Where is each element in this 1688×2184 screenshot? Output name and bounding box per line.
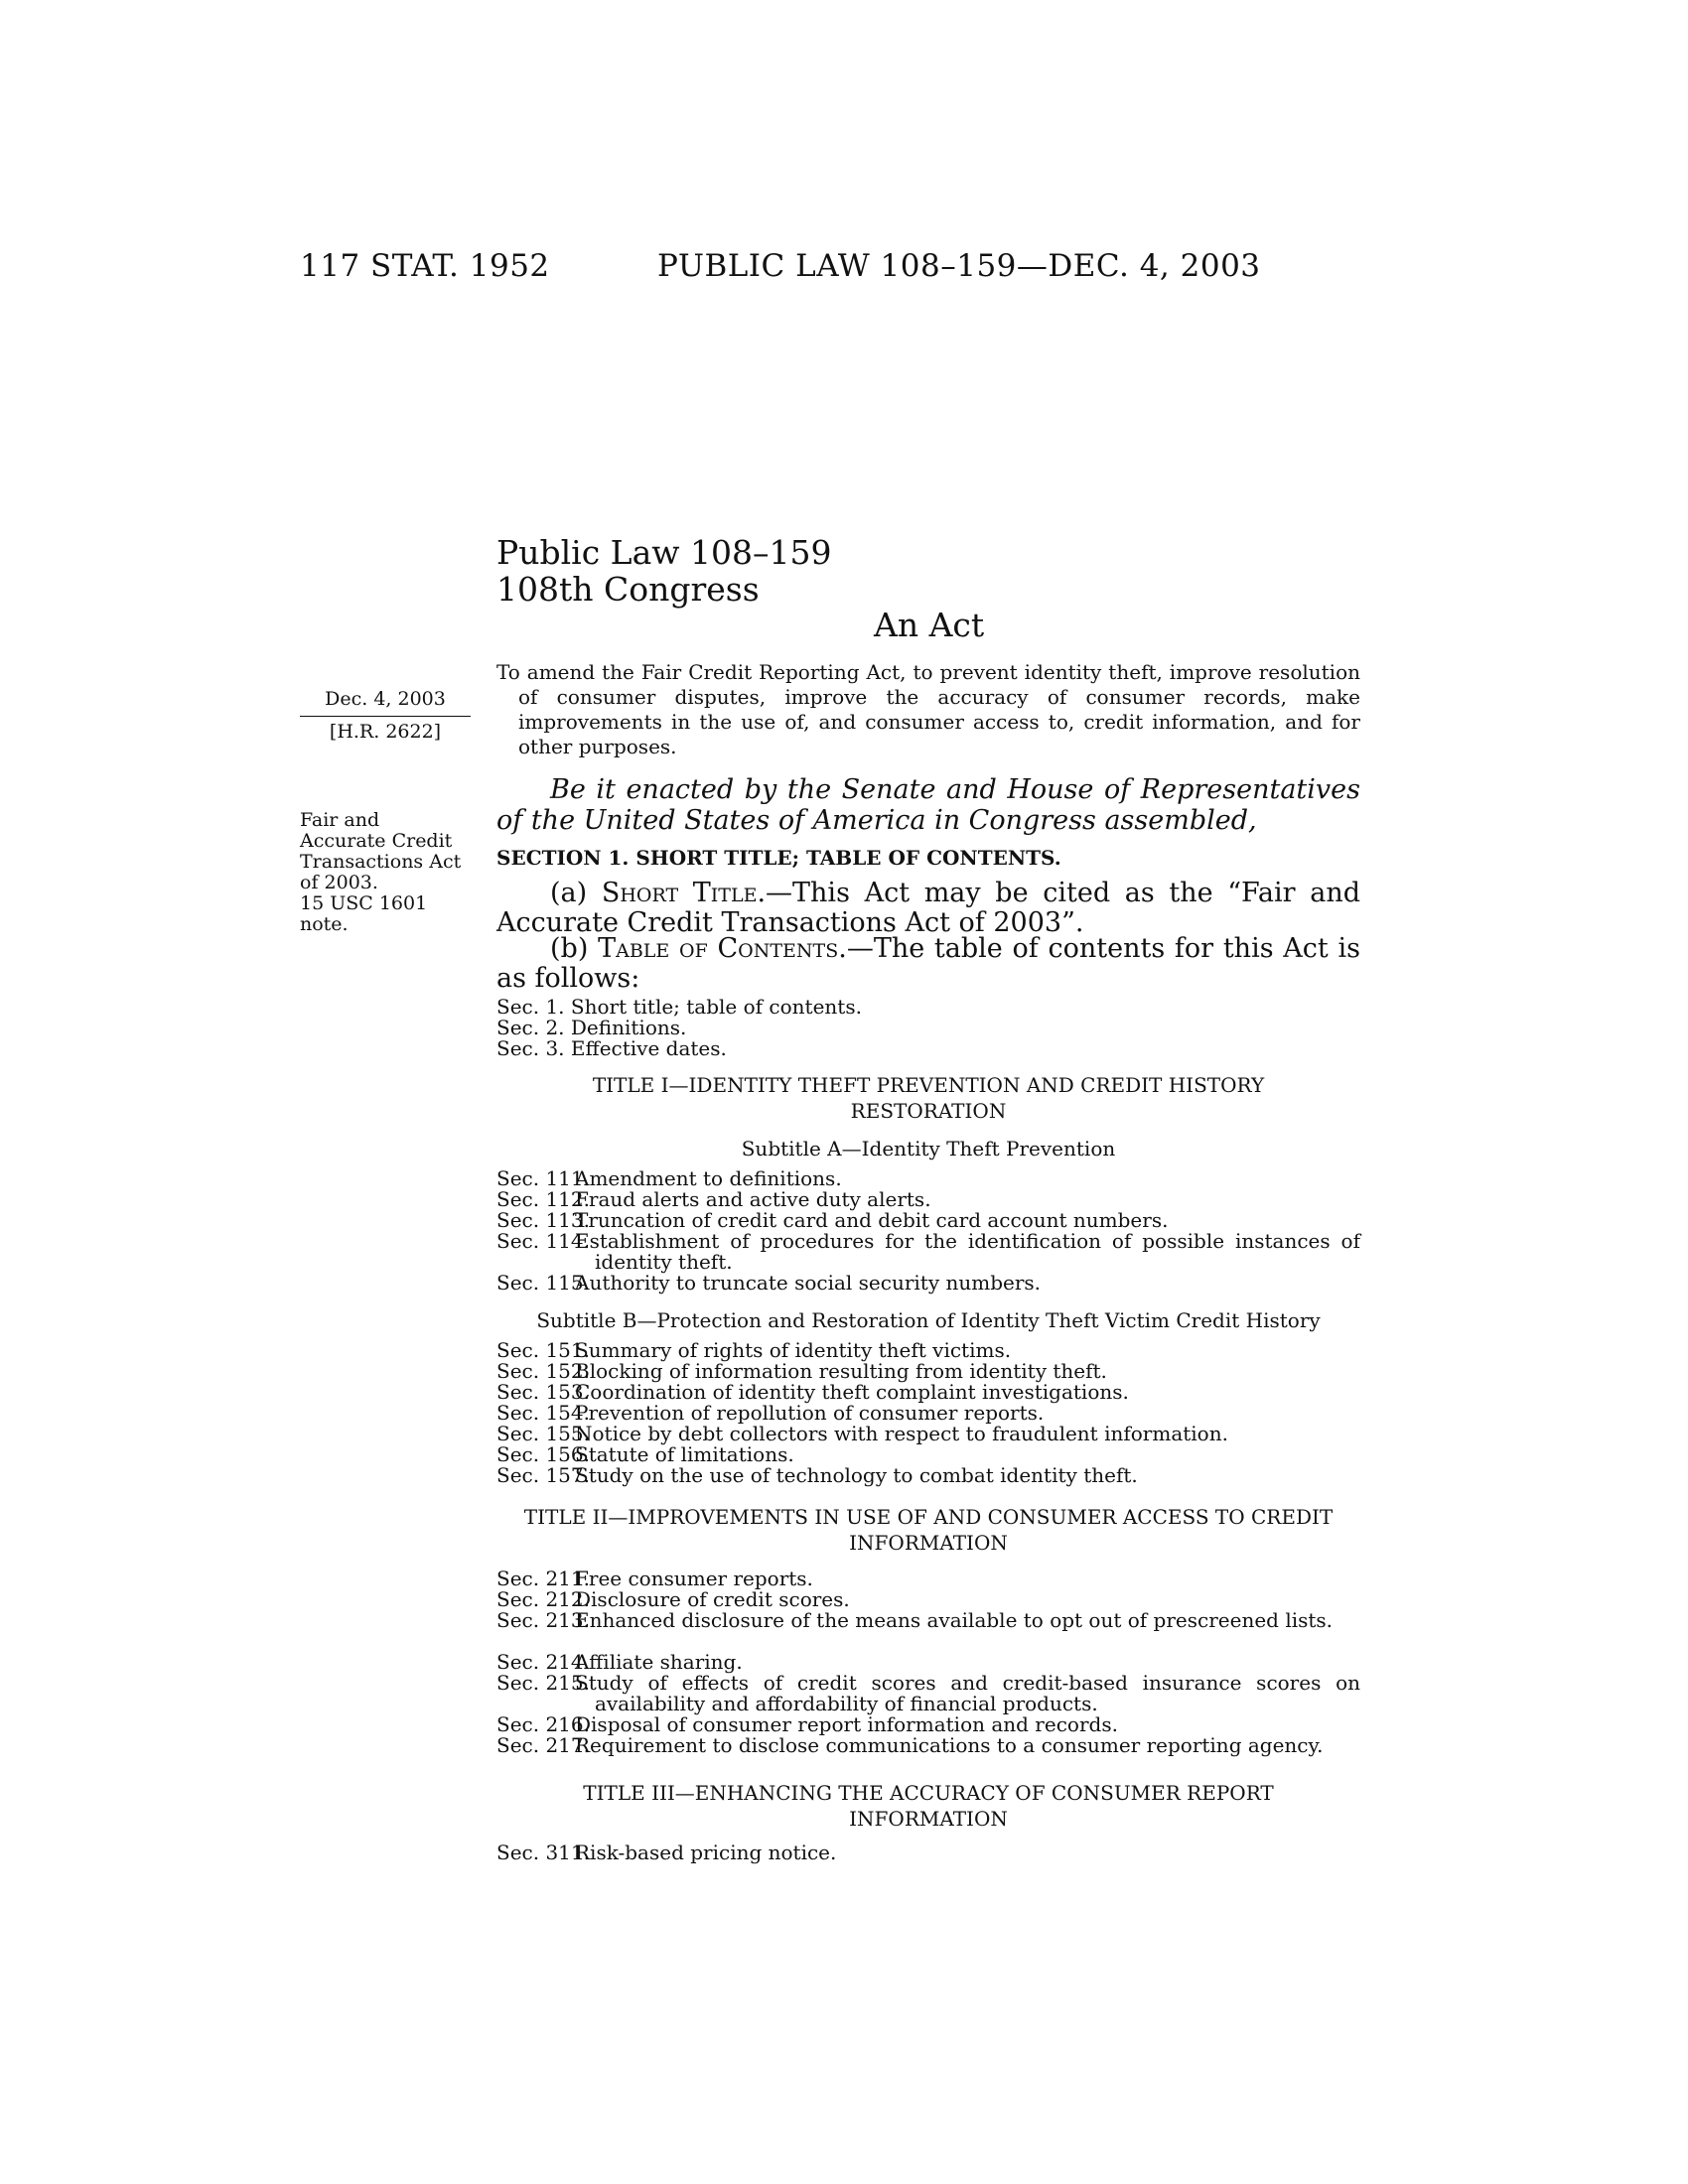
toc-entry xyxy=(496,1652,1360,1673)
toc-section-number: Sec. 153. xyxy=(496,1380,590,1404)
subsection-caption: Short Title xyxy=(601,878,758,908)
subsection-label: (b) xyxy=(550,933,599,964)
running-header: PUBLIC LAW 108–159—DEC. 4, 2003 xyxy=(657,248,1261,284)
toc-entry xyxy=(496,1168,1360,1189)
toc-title-line: TITLE III—ENHANCING THE ACCURACY OF CONSUMER REPORT xyxy=(583,1781,1274,1805)
toc-section-number: Sec. 215. xyxy=(496,1671,590,1695)
toc-title-heading xyxy=(496,1504,1360,1556)
page-stat-number: 117 STAT. 1952 xyxy=(300,248,550,284)
toc-entry xyxy=(496,1610,1360,1631)
toc-section-title: Blocking of information resulting from identity theft. xyxy=(575,1359,1107,1383)
margin-note-line: of 2003. xyxy=(300,872,378,893)
toc-entry xyxy=(496,1589,1360,1610)
public-law-title: Public Law 108–159 xyxy=(496,533,832,572)
margin-date: Dec. 4, 2003 xyxy=(300,689,471,717)
toc-title-line: RESTORATION xyxy=(850,1099,1007,1123)
toc-entry xyxy=(496,1231,1360,1273)
toc-section-title: Free consumer reports. xyxy=(575,1567,813,1590)
toc-section-title: Fraud alerts and active duty alerts. xyxy=(575,1187,931,1211)
subsection-caption: Table of Contents xyxy=(598,933,839,964)
toc-section-title: Risk-based pricing notice. xyxy=(575,1841,837,1864)
toc-section-number: Sec. 311. xyxy=(496,1841,590,1864)
toc-section-number: Sec. 157. xyxy=(496,1463,590,1487)
toc-entry: Sec. 1. Short title; table of contents. xyxy=(496,995,862,1019)
toc-section-number: Sec. 154. xyxy=(496,1401,590,1425)
subsection-a xyxy=(496,879,1360,938)
toc-title-heading xyxy=(496,1072,1360,1124)
toc-entry: Sec. 3. Effective dates. xyxy=(496,1036,727,1060)
margin-note-line: Accurate Credit xyxy=(300,830,453,852)
toc-title-line: INFORMATION xyxy=(849,1531,1008,1555)
act-purpose: To amend the Fair Credit Reporting Act, to prevent identity theft, improve resolution of consumer disputes, improve the accuracy of consumer records, make improvements in the use of, and consumer access to, credit information, and for other purposes. xyxy=(496,660,1360,758)
enacting-clause: Be it enacted by the Senate and House of Representatives of the United States of America in Congress assembled, xyxy=(496,774,1360,836)
toc-section-number: Sec. 152. xyxy=(496,1359,590,1383)
subsection-label: (a) xyxy=(550,878,602,908)
toc-entry: Sec. 2. Definitions. xyxy=(496,1016,687,1039)
toc-section-number: Sec. 217. xyxy=(496,1733,590,1757)
toc-section-number: Sec. 211. xyxy=(496,1567,590,1590)
toc-section-title: Authority to truncate social security numbers. xyxy=(575,1271,1042,1295)
toc-section-title: Enhanced disclosure of the means available to opt out of prescreened lists. xyxy=(575,1608,1334,1632)
toc-section-title: Coordination of identity theft complaint investigations. xyxy=(575,1380,1129,1404)
margin-bill-number: [H.R. 2622] xyxy=(329,721,442,743)
toc-entry xyxy=(496,1382,1360,1403)
toc-subtitle-heading: Subtitle B—Protection and Restoration of Identity Theft Victim Credit History xyxy=(536,1308,1321,1332)
toc-entry xyxy=(496,1673,1360,1714)
toc-section-number: Sec. 155. xyxy=(496,1422,590,1445)
toc-entry xyxy=(496,1189,1360,1210)
toc-section-title: Study on the use of technology to combat identity theft. xyxy=(575,1463,1138,1487)
toc-entry xyxy=(496,1361,1360,1382)
toc-entry xyxy=(496,1340,1360,1361)
subsection-text: .—This Act may be cited as the “Fair and Accurate Credit Transactions Act of 2003”. xyxy=(496,878,1360,938)
toc-section-number: Sec. 156. xyxy=(496,1442,590,1466)
congress-title: 108th Congress xyxy=(496,570,760,609)
toc-section-title: Disposal of consumer report information and records. xyxy=(575,1712,1118,1736)
toc-section-title: Study of effects of credit scores and credit-based insurance scores on availability and affordability of financial products. xyxy=(575,1671,1360,1715)
toc-title-heading xyxy=(496,1780,1360,1832)
toc-section-title: Statute of limitations. xyxy=(575,1442,794,1466)
margin-note-line: note. xyxy=(300,913,349,935)
an-act-heading: An Act xyxy=(874,606,985,644)
toc-section-number: Sec. 114. xyxy=(496,1229,590,1253)
toc-section-title: Disclosure of credit scores. xyxy=(575,1587,850,1611)
toc-entry xyxy=(496,1210,1360,1231)
toc-title-line: TITLE II—IMPROVEMENTS IN USE OF AND CONSUMER ACCESS TO CREDIT xyxy=(523,1505,1334,1529)
toc-entry xyxy=(496,1843,1360,1863)
toc-section-number: Sec. 212. xyxy=(496,1587,590,1611)
toc-section-number: Sec. 151. xyxy=(496,1338,590,1362)
margin-note xyxy=(300,810,461,935)
section-heading: SECTION 1. SHORT TITLE; TABLE OF CONTENTS. xyxy=(496,846,1061,870)
toc-title-line: TITLE I—IDENTITY THEFT PREVENTION AND CREDIT HISTORY xyxy=(592,1073,1265,1097)
toc-section-title: Amendment to definitions. xyxy=(575,1166,842,1190)
toc-section-title: Notice by debt collectors with respect to fraudulent information. xyxy=(575,1422,1228,1445)
margin-date-box xyxy=(300,689,471,743)
margin-note-line: 15 USC 1601 xyxy=(300,892,428,914)
margin-note-line: Fair and xyxy=(300,809,380,831)
toc-section-number: Sec. 115. xyxy=(496,1271,590,1295)
toc-title-line: INFORMATION xyxy=(849,1807,1008,1831)
toc-section-number: Sec. 216. xyxy=(496,1712,590,1736)
toc-section-number: Sec. 213. xyxy=(496,1608,590,1632)
toc-section-title: Establishment of procedures for the identification of possible instances of identity theft. xyxy=(575,1229,1360,1274)
toc-entry xyxy=(496,1424,1360,1444)
margin-note-line: Transactions Act xyxy=(300,851,462,873)
toc-entry xyxy=(496,1735,1360,1756)
toc-section-number: Sec. 214. xyxy=(496,1650,590,1674)
subsection-text: .—The table of contents for this Act is as follows: xyxy=(496,933,1360,994)
toc-section-title: Requirement to disclose communications to a consumer reporting agency. xyxy=(575,1733,1324,1757)
toc-entry xyxy=(496,1273,1360,1294)
toc-entry xyxy=(496,1403,1360,1424)
toc-entry xyxy=(496,1444,1360,1465)
toc-section-number: Sec. 113. xyxy=(496,1208,590,1232)
subsection-b xyxy=(496,934,1360,994)
toc-entry xyxy=(496,1465,1360,1486)
toc-section-title: Summary of rights of identity theft victims. xyxy=(575,1338,1012,1362)
toc-section-number: Sec. 112. xyxy=(496,1187,590,1211)
toc-entry xyxy=(496,1569,1360,1589)
toc-section-number: Sec. 111. xyxy=(496,1166,590,1190)
toc-section-title: Truncation of credit card and debit card account numbers. xyxy=(575,1208,1169,1232)
toc-section-title: Prevention of repollution of consumer reports. xyxy=(575,1401,1045,1425)
toc-section-title: Affiliate sharing. xyxy=(575,1650,743,1674)
toc-entry xyxy=(496,1714,1360,1735)
toc-subtitle-heading: Subtitle A—Identity Theft Prevention xyxy=(741,1137,1116,1160)
